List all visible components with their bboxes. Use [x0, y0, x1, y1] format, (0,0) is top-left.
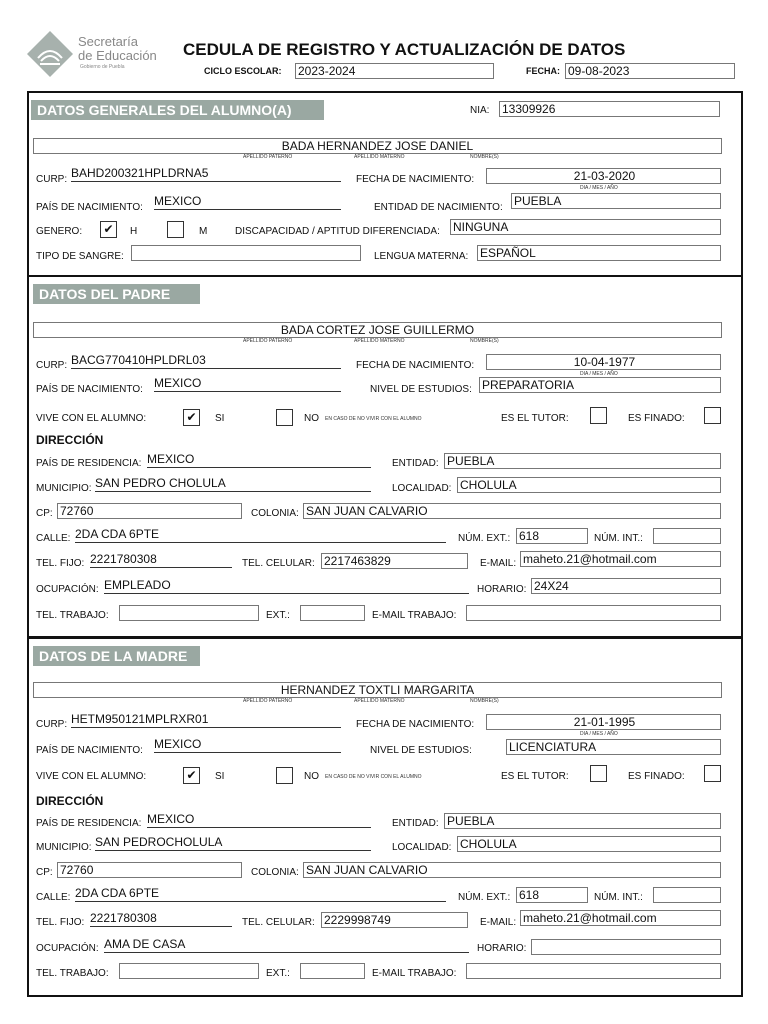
- logo: [26, 30, 166, 80]
- madre-fecha-nac-field[interactable]: 21-01-1995: [486, 714, 721, 730]
- num-int-label: NÚM. INT.:: [594, 533, 643, 544]
- genero-label: GENERO:: [36, 226, 83, 237]
- madre-ext-field[interactable]: [300, 963, 365, 979]
- direccion-heading: DIRECCIÓN: [36, 433, 104, 447]
- fecha-field[interactable]: 09-08-2023: [565, 63, 735, 79]
- sub-ap-paterno: APELLIDO PATERNO: [243, 698, 293, 704]
- padre-cp-field[interactable]: 72760: [57, 503, 242, 519]
- tel-trabajo-label: TEL. TRABAJO:: [36, 968, 109, 979]
- fecha-label: FECHA:: [526, 66, 560, 76]
- colonia-label: COLONIA:: [251, 867, 299, 878]
- ciclo-label: CICLO ESCOLAR:: [204, 66, 282, 76]
- no-label: NO: [304, 413, 319, 424]
- municipio-label: MUNICIPIO:: [36, 483, 92, 494]
- padre-email-trabajo-field[interactable]: [466, 605, 721, 621]
- calle-label: CALLE:: [36, 892, 71, 903]
- calle-label: CALLE:: [36, 533, 71, 544]
- ext-label: EXT.:: [266, 610, 290, 621]
- cp-label: CP:: [36, 508, 53, 519]
- num-int-label: NÚM. INT.:: [594, 892, 643, 903]
- sub-nombres: NOMBRE(S): [470, 154, 499, 160]
- padre-ext-field[interactable]: [300, 605, 365, 621]
- padre-finado-checkbox[interactable]: [704, 407, 721, 424]
- padre-tutor-checkbox[interactable]: [590, 407, 607, 424]
- no-label: NO: [304, 771, 319, 782]
- no-nota: EN CASO DE NO VIVIR CON EL ALUMNO: [325, 774, 422, 780]
- tel-fijo-label: TEL. FIJO:: [36, 558, 85, 569]
- email-trabajo-label: E-MAIL TRABAJO:: [372, 610, 457, 621]
- discapacidad-label: DISCAPACIDAD / APTITUD DIFERENCIADA:: [235, 226, 440, 237]
- sub-ap-materno: APELLIDO MATERNO: [354, 698, 405, 704]
- tipo-sangre-label: TIPO DE SANGRE:: [36, 251, 124, 262]
- section-title-alumno: DATOS GENERALES DEL ALUMNO(A): [31, 100, 324, 120]
- padre-num-int-field[interactable]: [653, 528, 721, 544]
- fecha-nac-label: FECHA DE NACIMIENTO:: [356, 360, 475, 371]
- padre-pais-res-field[interactable]: MEXICO: [147, 452, 371, 468]
- fecha-nac-label: FECHA DE NACIMIENTO:: [356, 719, 475, 730]
- num-ext-label: NÚM. EXT.:: [458, 533, 511, 544]
- ocupacion-label: OCUPACIÓN:: [36, 584, 99, 595]
- vive-label: VIVE CON EL ALUMNO:: [36, 413, 147, 424]
- madre-municipio-field[interactable]: SAN PEDROCHOLULA: [95, 835, 371, 851]
- madre-ocupacion-field[interactable]: AMA DE CASA: [104, 937, 469, 953]
- padre-pais-nac-field[interactable]: MEXICO: [154, 376, 341, 392]
- madre-curp-field[interactable]: HETM950121MPLRXR01: [71, 712, 341, 728]
- entidad-label: ENTIDAD:: [392, 818, 439, 829]
- logo-line3: Gobierno de Puebla: [80, 64, 125, 70]
- madre-calle-field[interactable]: 2DA CDA 6PTE: [75, 886, 446, 902]
- entidad-label: ENTIDAD:: [392, 458, 439, 469]
- curp-label: CURP:: [36, 174, 68, 185]
- finado-label: ES FINADO:: [628, 413, 685, 424]
- sub-ap-paterno: APELLIDO PATERNO: [243, 154, 293, 160]
- sub-ap-materno: APELLIDO MATERNO: [354, 154, 405, 160]
- ext-label: EXT.:: [266, 968, 290, 979]
- padre-num-ext-field[interactable]: 618: [516, 528, 588, 544]
- genero-h-label: H: [130, 226, 138, 237]
- email-label: E-MAIL:: [480, 917, 517, 928]
- ocupacion-label: OCUPACIÓN:: [36, 943, 99, 954]
- sub-dia-mes-ano: DIA / MES / AÑO: [580, 731, 618, 737]
- genero-m-checkbox[interactable]: [167, 221, 184, 238]
- madre-localidad-field[interactable]: CHOLULA: [457, 836, 721, 852]
- madre-nivel-field[interactable]: LICENCIATURA: [506, 739, 721, 755]
- madre-num-ext-field[interactable]: 618: [516, 887, 588, 903]
- padre-municipio-field[interactable]: SAN PEDRO CHOLULA: [95, 476, 371, 492]
- section-title-padre: DATOS DEL PADRE: [33, 284, 200, 304]
- num-ext-label: NÚM. EXT.:: [458, 892, 511, 903]
- alumno-nombre-field[interactable]: BADA HERNANDEZ JOSE DANIEL: [33, 138, 722, 154]
- alumno-discapacidad-field[interactable]: NINGUNA: [450, 219, 721, 235]
- madre-entidad-field[interactable]: PUEBLA: [444, 813, 721, 829]
- localidad-label: LOCALIDAD:: [392, 842, 452, 853]
- madre-email-field[interactable]: maheto.21@hotmail.com: [520, 910, 721, 926]
- sub-ap-materno: APELLIDO MATERNO: [354, 338, 405, 344]
- padre-tel-trabajo-field[interactable]: [119, 605, 259, 621]
- cp-label: CP:: [36, 867, 53, 878]
- si-label: SI: [215, 771, 225, 782]
- madre-vive-no-checkbox[interactable]: [276, 767, 293, 784]
- fecha-nac-label: FECHA DE NACIMIENTO:: [356, 174, 475, 185]
- padre-vive-no-checkbox[interactable]: [276, 409, 293, 426]
- madre-vive-si-checkbox[interactable]: ✔: [183, 767, 200, 784]
- sub-dia-mes-ano: DIA / MES / AÑO: [580, 185, 618, 191]
- madre-num-int-field[interactable]: [653, 887, 721, 903]
- tutor-label: ES EL TUTOR:: [501, 771, 569, 782]
- tel-trabajo-label: TEL. TRABAJO:: [36, 610, 109, 621]
- tel-cel-label: TEL. CELULAR:: [242, 917, 315, 928]
- localidad-label: LOCALIDAD:: [392, 483, 452, 494]
- padre-entidad-field[interactable]: PUEBLA: [444, 453, 721, 469]
- no-nota: EN CASO DE NO VIVIR CON EL ALUMNO: [325, 416, 422, 422]
- logo-line2: de Educación: [78, 48, 157, 63]
- tel-fijo-label: TEL. FIJO:: [36, 917, 85, 928]
- direccion-heading: DIRECCIÓN: [36, 794, 104, 808]
- padre-calle-field[interactable]: 2DA CDA 6PTE: [75, 527, 446, 543]
- padre-vive-si-checkbox[interactable]: ✔: [183, 409, 200, 426]
- pais-nac-label: PAÍS DE NACIMIENTO:: [36, 202, 143, 213]
- madre-horario-field[interactable]: [531, 939, 721, 955]
- alumno-pais-nac-field[interactable]: MEXICO: [154, 194, 341, 210]
- finado-label: ES FINADO:: [628, 771, 685, 782]
- madre-tel-cel-field[interactable]: 2229998749: [321, 912, 468, 928]
- pais-nac-label: PAÍS DE NACIMIENTO:: [36, 745, 143, 756]
- padre-localidad-field[interactable]: CHOLULA: [457, 477, 721, 493]
- genero-m-label: M: [199, 226, 208, 237]
- madre-cp-field[interactable]: 72760: [57, 862, 242, 878]
- sub-dia-mes-ano: DIA / MES / AÑO: [580, 371, 618, 377]
- horario-label: HORARIO:: [477, 943, 527, 954]
- madre-tel-fijo-field[interactable]: 2221780308: [90, 911, 232, 927]
- madre-email-trabajo-field[interactable]: [466, 963, 721, 979]
- madre-pais-nac-field[interactable]: MEXICO: [154, 737, 341, 753]
- madre-tel-trabajo-field[interactable]: [119, 963, 259, 979]
- padre-colonia-field[interactable]: SAN JUAN CALVARIO: [303, 503, 721, 519]
- logo-line1: Secretaría: [78, 34, 138, 49]
- tel-cel-label: TEL. CELULAR:: [242, 558, 315, 569]
- padre-tel-cel-field[interactable]: 2217463829: [321, 553, 468, 569]
- padre-curp-field[interactable]: BACG770410HPLDRL03: [71, 353, 341, 369]
- padre-horario-field[interactable]: 24X24: [531, 578, 721, 594]
- genero-h-checkbox[interactable]: ✔: [100, 221, 117, 238]
- madre-nombre-field[interactable]: HERNANDEZ TOXTLI MARGARITA: [33, 682, 722, 698]
- alumno-lengua-field[interactable]: ESPAÑOL: [477, 245, 721, 261]
- alumno-tipo-sangre-field[interactable]: [131, 245, 361, 261]
- si-label: SI: [215, 413, 225, 424]
- email-trabajo-label: E-MAIL TRABAJO:: [372, 968, 457, 979]
- page-title: CEDULA DE REGISTRO Y ACTUALIZACIÓN DE DATOS: [183, 40, 626, 59]
- padre-fecha-nac-field[interactable]: 10-04-1977: [486, 354, 721, 370]
- alumno-entidad-nac-field[interactable]: PUEBLA: [511, 193, 721, 209]
- sub-nombres: NOMBRE(S): [470, 698, 499, 704]
- colonia-label: COLONIA:: [251, 508, 299, 519]
- pais-res-label: PAÍS DE RESIDENCIA:: [36, 458, 142, 469]
- logo-icon: [26, 30, 74, 78]
- padre-nombre-field[interactable]: BADA CORTEZ JOSE GUILLERMO: [33, 322, 722, 338]
- nivel-label: NIVEL DE ESTUDIOS:: [370, 745, 472, 756]
- nia-field[interactable]: 13309926: [499, 101, 720, 117]
- madre-pais-res-field[interactable]: MEXICO: [147, 812, 371, 828]
- horario-label: HORARIO:: [477, 584, 527, 595]
- pais-nac-label: PAÍS DE NACIMIENTO:: [36, 384, 143, 395]
- nia-label: NIA:: [470, 105, 490, 116]
- madre-colonia-field[interactable]: SAN JUAN CALVARIO: [303, 862, 721, 878]
- padre-email-field[interactable]: maheto.21@hotmail.com: [520, 551, 721, 567]
- lengua-label: LENGUA MATERNA:: [374, 251, 469, 262]
- alumno-curp-field[interactable]: BAHD200321HPLDRNA5: [71, 166, 341, 182]
- email-label: E-MAIL:: [480, 558, 517, 569]
- section-title-madre: DATOS DE LA MADRE: [33, 646, 200, 666]
- padre-nivel-field[interactable]: PREPARATORIA: [479, 377, 721, 393]
- sub-nombres: NOMBRE(S): [470, 338, 499, 344]
- pais-res-label: PAÍS DE RESIDENCIA:: [36, 818, 142, 829]
- vive-label: VIVE CON EL ALUMNO:: [36, 771, 147, 782]
- entidad-nac-label: ENTIDAD DE NACIMIENTO:: [374, 202, 503, 213]
- nivel-label: NIVEL DE ESTUDIOS:: [370, 384, 472, 395]
- curp-label: CURP:: [36, 719, 68, 730]
- ciclo-field[interactable]: 2023-2024: [295, 63, 494, 79]
- padre-ocupacion-field[interactable]: EMPLEADO: [104, 578, 469, 594]
- madre-finado-checkbox[interactable]: [704, 765, 721, 782]
- curp-label: CURP:: [36, 360, 68, 371]
- sub-ap-paterno: APELLIDO PATERNO: [243, 338, 293, 344]
- padre-tel-fijo-field[interactable]: 2221780308: [90, 552, 232, 568]
- madre-tutor-checkbox[interactable]: [590, 765, 607, 782]
- municipio-label: MUNICIPIO:: [36, 842, 92, 853]
- tutor-label: ES EL TUTOR:: [501, 413, 569, 424]
- alumno-fecha-nac-field[interactable]: 21-03-2020: [486, 168, 721, 184]
